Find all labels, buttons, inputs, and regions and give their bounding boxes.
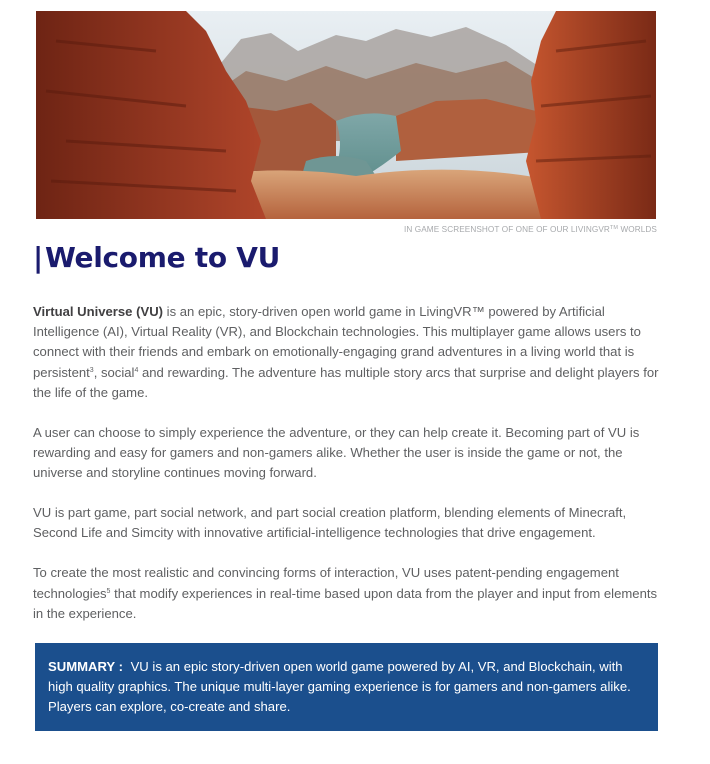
canyon-landscape-image bbox=[36, 11, 656, 219]
page-title bbox=[33, 241, 280, 274]
image-caption: IN GAME SCREENSHOT OF ONE OF OUR LIVINGVR™ WORLDS bbox=[403, 225, 657, 234]
paragraph-interaction: To create the most realistic and convincing forms of interaction, VU uses patent-pending engagement technologies$^5$ that modify experiences in real-time based upon data from the player and input from elements in the experience. bbox=[33, 565, 658, 621]
summary-text: VU is an epic story-driven open world game powered by AI, VR, and Blockchain, with high quality graphics. The unique multi-layer gaming experience is for gamers and non-gamers alike. Players can explore, co-create and share. bbox=[48, 659, 631, 715]
summary-label: SUMMARY : bbox=[48, 659, 123, 674]
summary-box bbox=[35, 643, 658, 731]
body-text bbox=[33, 302, 663, 644]
paragraph-participation: A user can choose to simply experience the adventure, or they can help create it. Becoming part of VU is rewarding and easy for gamers and non-gamers alike. Whether the user is inside the game or not, the universe and storyline continues moving forward. bbox=[33, 424, 640, 481]
title-text: Welcome to VU bbox=[44, 241, 281, 274]
hero-image bbox=[36, 11, 656, 219]
paragraph-intro: Virtual Universe (VU) is an epic, story-driven open world game in LivingVR™ powered by Artificial Intelligence (AI), Virtual Reality (VR), and Blockchain technologies. This multiplayer game allows users to connect with their friends and embark on emotionally-engaging grand adventures in a living world that is persistent$^3$, social$^4$ and rewarding. The adventure has multiple story arcs that surprise and delight players for the life of the game. bbox=[33, 304, 659, 400]
paragraph-platform: VU is part game, part social network, and part social creation platform, blending elements of Minecraft, Second Life and Simcity with innovative artificial-intelligence technologies that drive engagement. bbox=[33, 505, 627, 541]
title-bar: | bbox=[33, 241, 43, 274]
intro-bold: Virtual Universe (VU) bbox=[33, 304, 164, 319]
